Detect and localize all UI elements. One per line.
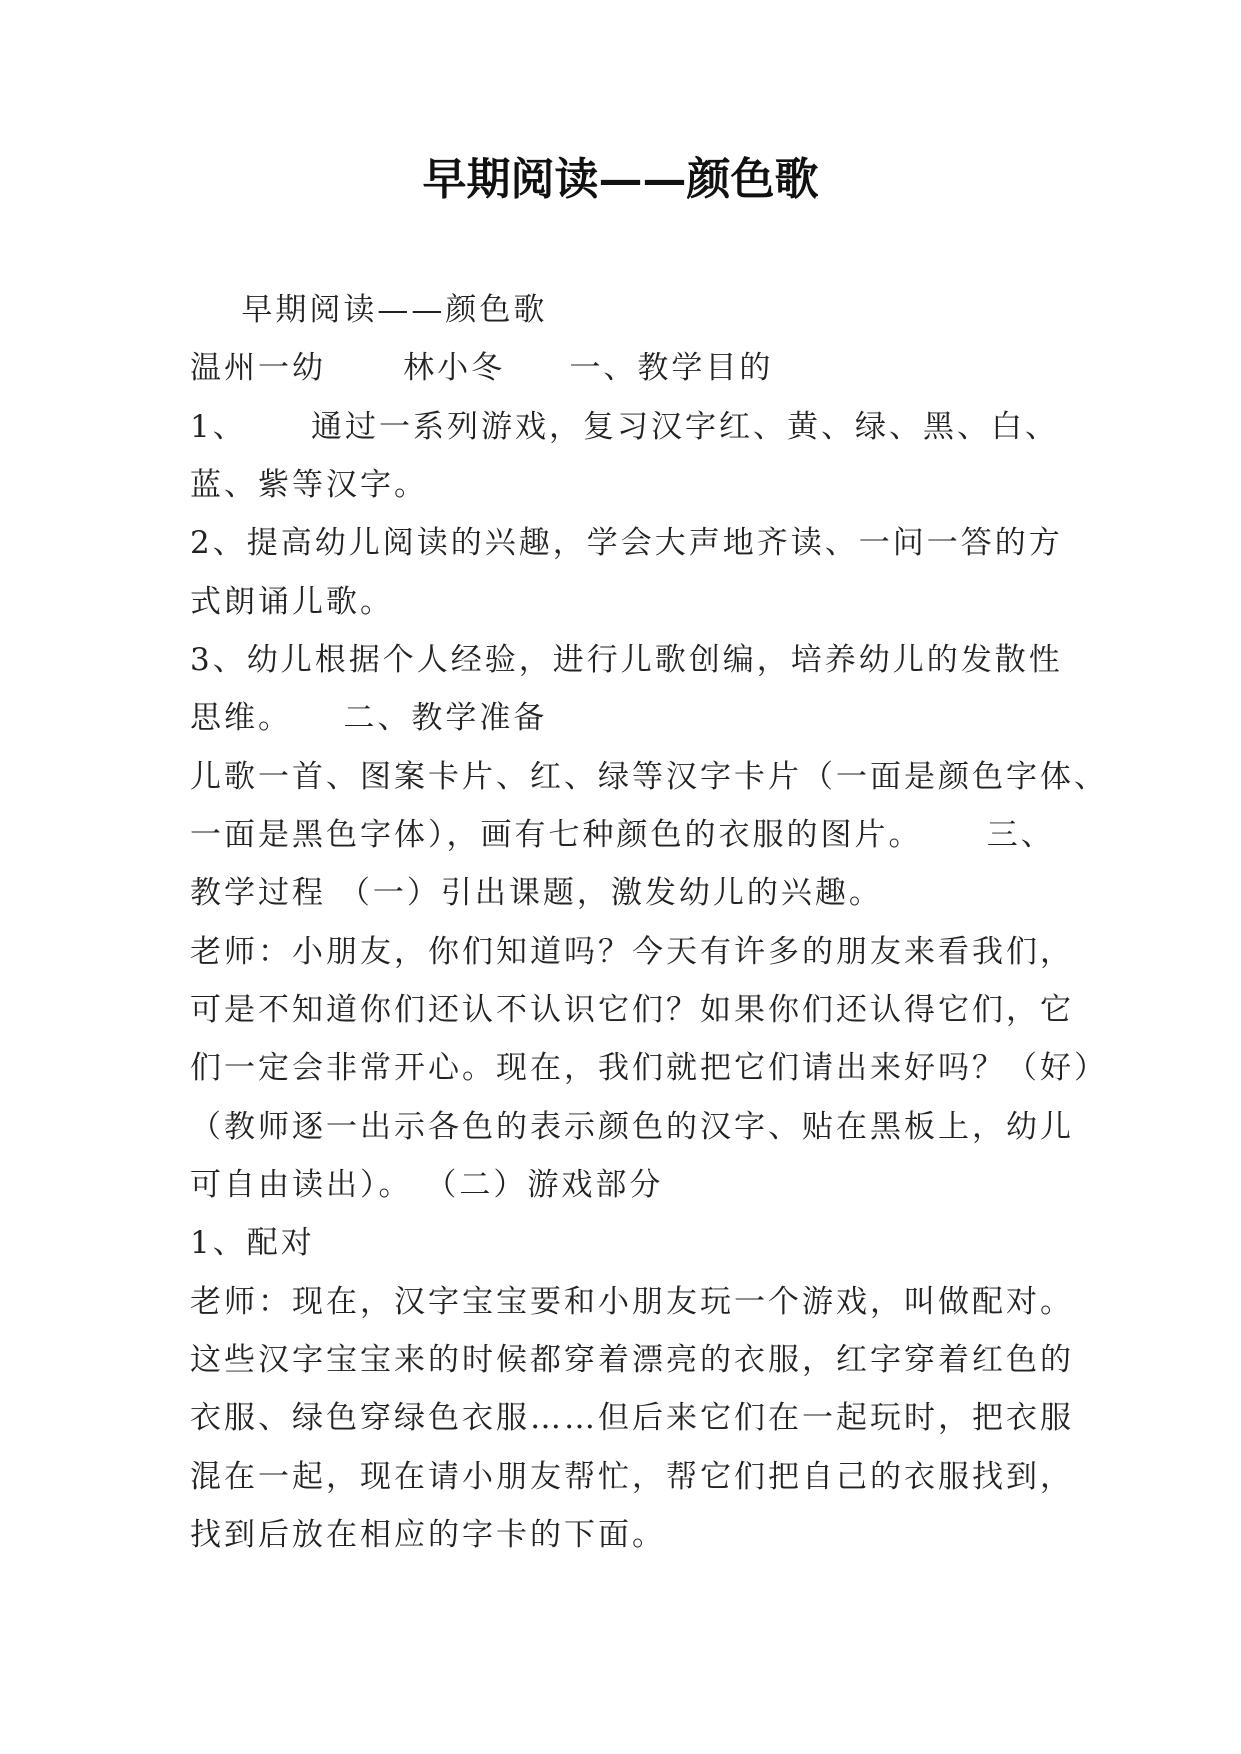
paragraph-line: 思维。 二、教学准备 <box>190 700 548 736</box>
subtitle-line: 早期阅读——颜色歌 <box>190 292 548 328</box>
paragraph-line: 蓝、紫等汉字。 <box>190 467 428 503</box>
paragraph-line: 可是不知道你们还认不认识它们？如果你们还认得它们，它 <box>190 992 1074 1028</box>
author-line: 温州一幼 林小冬 一、教学目的 <box>190 350 774 386</box>
paragraph-line: 3、幼儿根据个人经验，进行儿歌创编，培养幼儿的发散性 <box>190 642 1063 678</box>
paragraph-line: 1、 通过一系列游戏，复习汉字红、黄、绿、黑、白、 <box>190 409 1059 445</box>
paragraph-line: 1、配对 <box>190 1225 315 1261</box>
paragraph-line: 老师：小朋友，你们知道吗？今天有许多的朋友来看我们， <box>190 934 1074 970</box>
paragraph-line: 衣服、绿色穿绿色衣服……但后来它们在一起玩时，把衣服 <box>190 1400 1074 1436</box>
paragraph-line: 儿歌一首、图案卡片、红、绿等汉字卡片（一面是颜色字体、 <box>190 759 1108 795</box>
paragraph-line: 可自由读出）。 （二）游戏部分 <box>190 1167 664 1203</box>
paragraph-line: 一面是黑色字体），画有七种颜色的衣服的图片。 三、 <box>190 817 1055 853</box>
paragraph-line: （教师逐一出示各色的表示颜色的汉字、贴在黑板上，幼儿 <box>190 1109 1074 1145</box>
paragraph-line: 2、提高幼儿阅读的兴趣，学会大声地齐读、一问一答的方 <box>190 525 1063 561</box>
paragraph-line: 这些汉字宝宝来的时候都穿着漂亮的衣服，红字穿着红色的 <box>190 1342 1074 1378</box>
paragraph-line: 教学过程 （一）引出课题，激发幼儿的兴趣。 <box>190 875 883 911</box>
paragraph-line: 混在一起，现在请小朋友帮忙，帮它们把自己的衣服找到， <box>190 1459 1074 1495</box>
document-title: 早期阅读——颜色歌 <box>422 154 819 205</box>
paragraph-line: 找到后放在相应的字卡的下面。 <box>190 1517 666 1553</box>
paragraph-line: 们一定会非常开心。现在，我们就把它们请出来好吗？（好） <box>190 1050 1108 1086</box>
paragraph-line: 式朗诵儿歌。 <box>190 584 394 620</box>
paragraph-line: 老师：现在，汉字宝宝要和小朋友玩一个游戏，叫做配对。 <box>190 1284 1074 1320</box>
